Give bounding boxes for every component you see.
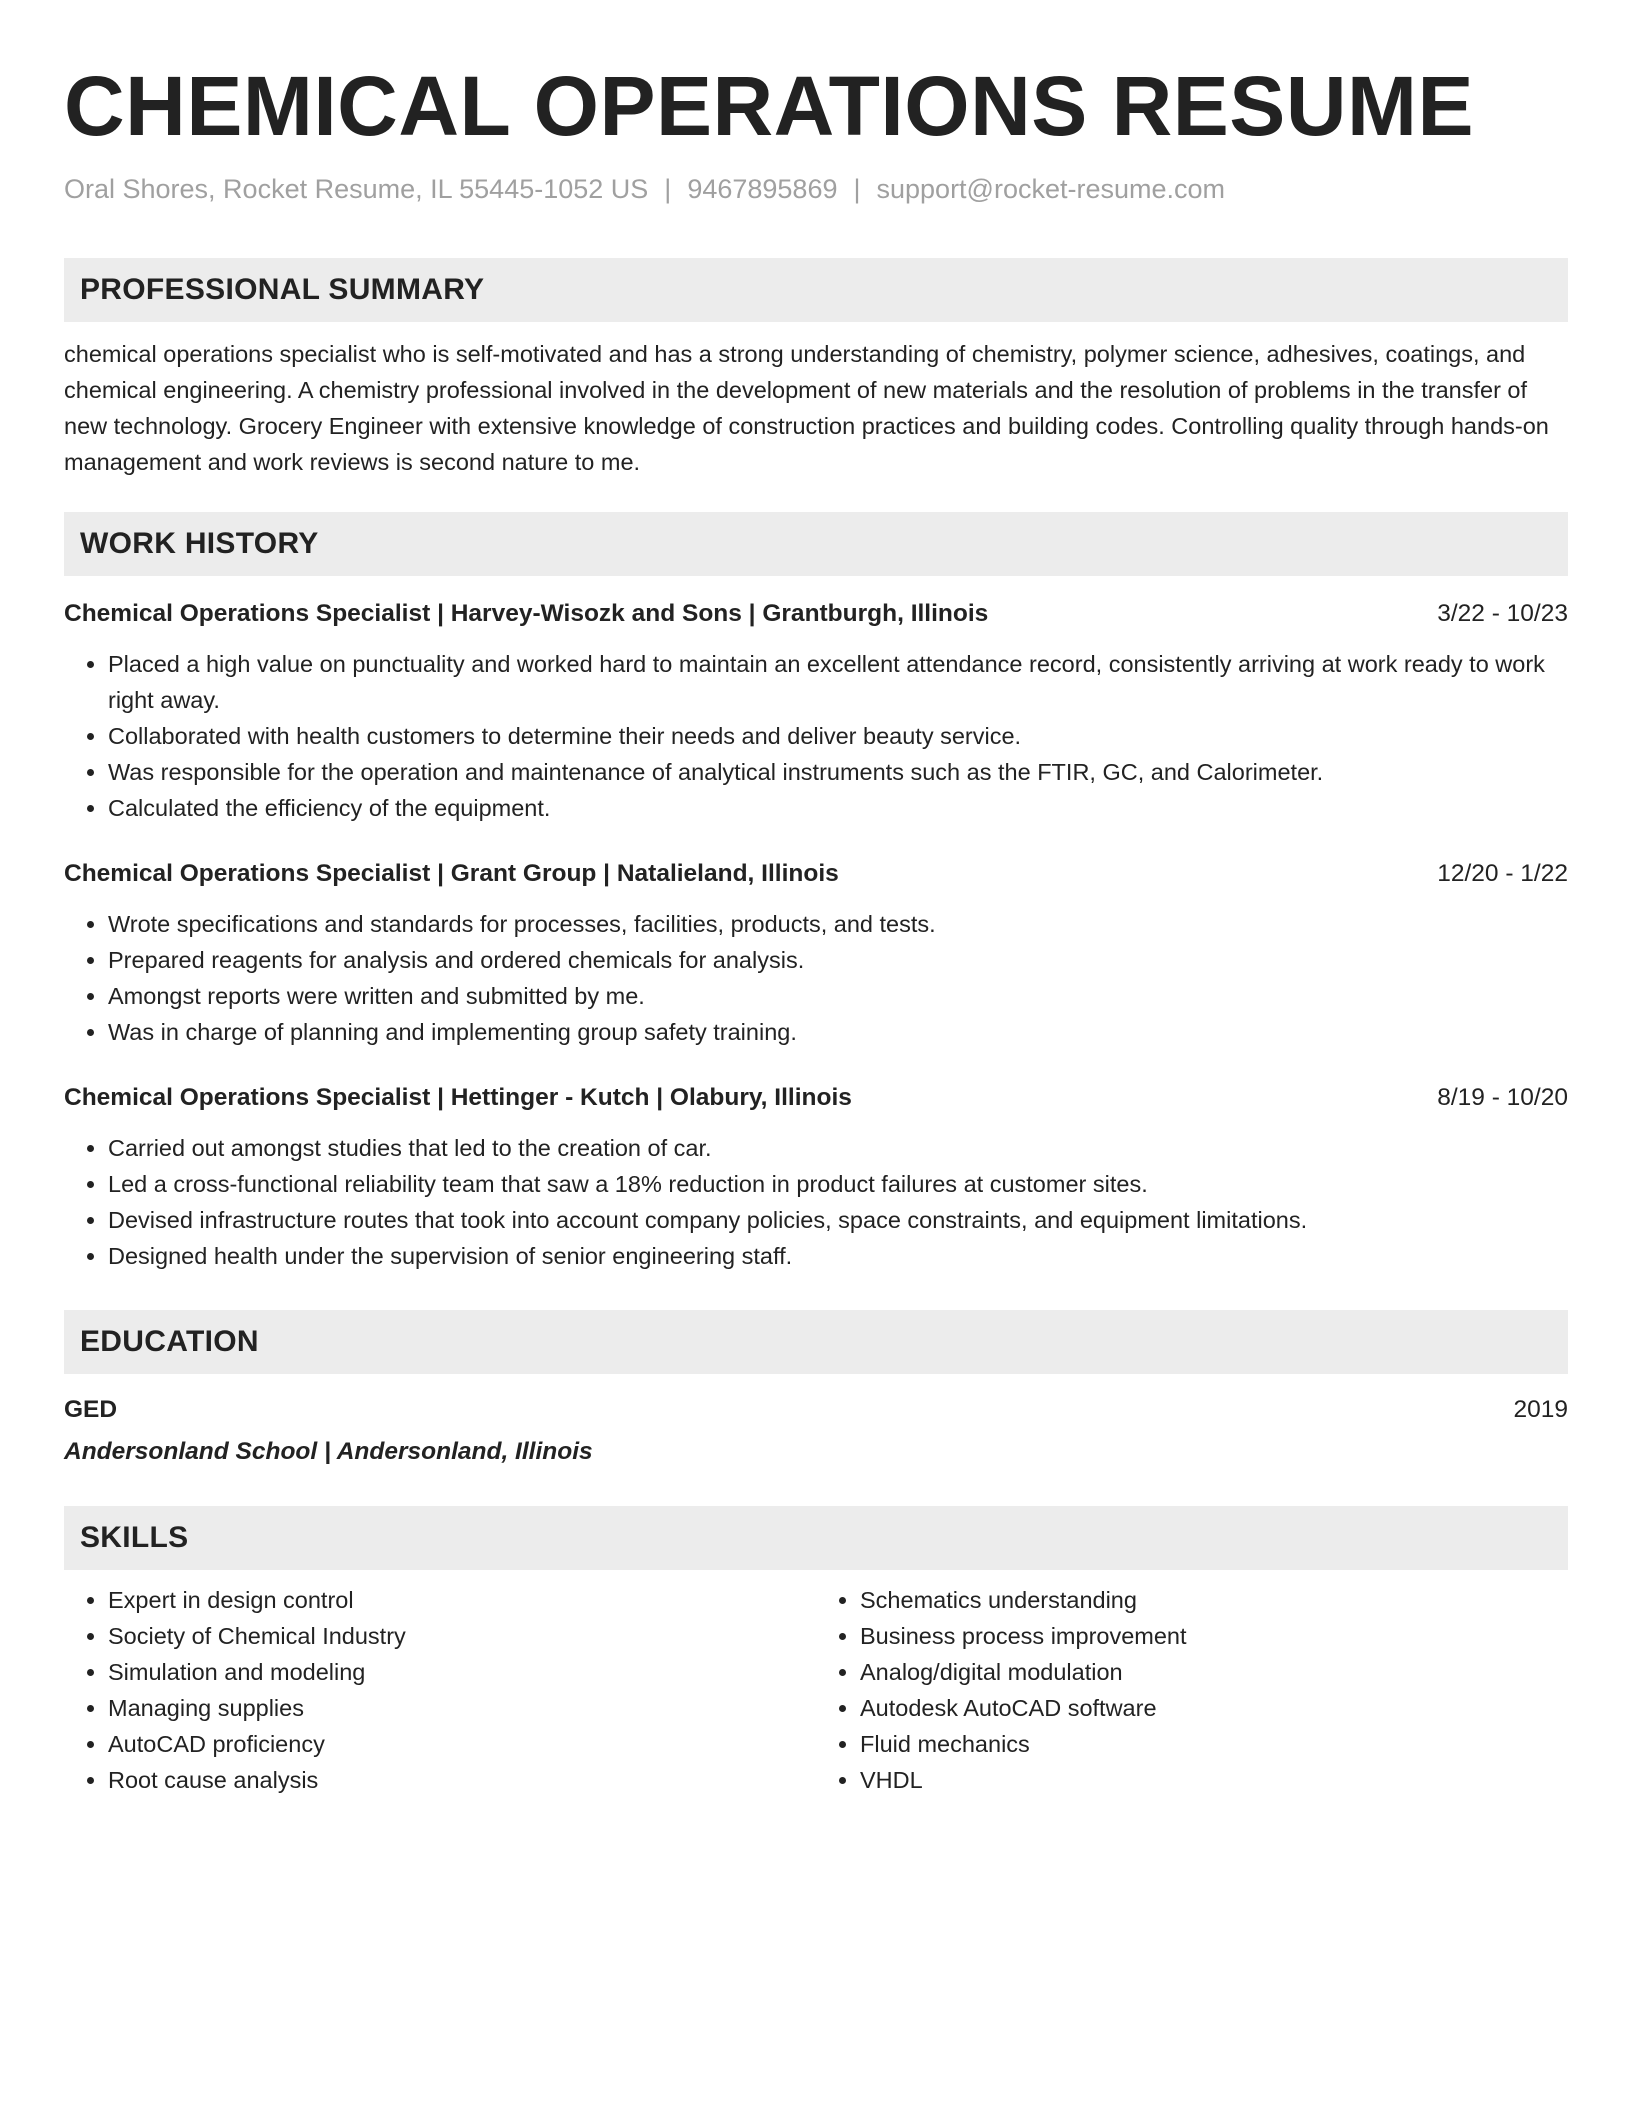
skill-item: • Schematics understanding [860,1582,1568,1618]
skill-item: • Managing supplies [108,1690,816,1726]
job-bullet: • Carried out amongst studies that led to the creation of car. [108,1130,1568,1166]
skill-item: • AutoCAD proficiency [108,1726,816,1762]
skill-item: • Root cause analysis [108,1762,816,1798]
section-heading-skills: SKILLS [64,1506,1568,1570]
section-heading-education: EDUCATION [64,1310,1568,1374]
skill-item: • Expert in design control [108,1582,816,1618]
skill-item: • Society of Chemical Industry [108,1618,816,1654]
contact-email: support@rocket-resume.com [876,174,1226,204]
contact-separator: | [853,174,861,204]
job-bullet: • Collaborated with health customers to determine their needs and deliver beauty service. [108,718,1568,754]
skill-item: • VHDL [860,1762,1568,1798]
job-bullet: • Was responsible for the operation and maintenance of analytical instruments such as the FTIR, GC, and Calorimeter. [108,754,1568,790]
job-bullets [64,646,1568,826]
education-year: 2019 [1513,1396,1568,1423]
job-dates: 12/20 - 1/22 [1437,860,1568,887]
job-bullet: • Calculated the efficiency of the equipment. [108,790,1568,826]
job-bullet: • Placed a high value on punctuality and worked hard to maintain an excellent attendance record, consistently arriving at work ready to work right away. [108,646,1568,718]
section-heading-summary: PROFESSIONAL SUMMARY [64,258,1568,322]
job-bullet: • Amongst reports were written and submitted by me. [108,978,1568,1014]
contact-line [64,170,1568,208]
job-entry [64,1080,1568,1274]
job-bullet: • Designed health under the supervision of senior engineering staff. [108,1238,1568,1274]
job-bullet: • Led a cross-functional reliability team that saw a 18% reduction in product failures at customer sites. [108,1166,1568,1202]
job-bullet: • Devised infrastructure routes that took into account company policies, space constraints, and equipment limitations. [108,1202,1568,1238]
job-bullet: • Was in charge of planning and implementing group safety training. [108,1014,1568,1050]
job-bullets [64,1130,1568,1274]
job-dates: 8/19 - 10/20 [1437,1084,1568,1111]
job-header [64,1080,1568,1116]
job-title: Chemical Operations Specialist | Grant Group | Natalieland, Illinois [64,860,839,887]
contact-phone: 9467895869 [687,174,838,204]
job-title: Chemical Operations Specialist | Harvey-Wisozk and Sons | Grantburgh, Illinois [64,600,989,627]
section-heading-work-history: WORK HISTORY [64,512,1568,576]
skill-item: • Simulation and modeling [108,1654,816,1690]
job-bullet: • Prepared reagents for analysis and ordered chemicals for analysis. [108,942,1568,978]
job-header [64,596,1568,632]
contact-separator: | [664,174,672,204]
job-title: Chemical Operations Specialist | Hettinger - Kutch | Olabury, Illinois [64,1084,852,1111]
skills-list-right [816,1582,1568,1798]
education-school: Andersonland School | Andersonland, Illinois [64,1438,593,1465]
summary-text: chemical operations specialist who is self-motivated and has a strong understanding of chemistry, polymer science, adhesives, coatings, and chemical engineering. A chemistry professional involved in the development of new materials and the resolution of problems in the transfer of new technology. Grocery Engineer with extensive knowledge of construction practices and building codes. Controlling quality through hands-on management and work reviews is second nature to me. [64,341,1549,475]
education-row [64,1392,1568,1428]
job-dates: 3/22 - 10/23 [1437,600,1568,627]
job-bullet: • Wrote specifications and standards for processes, facilities, products, and tests. [108,906,1568,942]
job-entry [64,596,1568,826]
skills-list-left [64,1582,816,1798]
job-bullets [64,906,1568,1050]
resume-title: CHEMICAL OPERATIONS RESUME [64,59,1474,153]
skill-item: • Autodesk AutoCAD software [860,1690,1568,1726]
job-entry [64,856,1568,1050]
job-header [64,856,1568,892]
skills-columns [64,1582,1568,1798]
contact-address: Oral Shores, Rocket Resume, IL 55445-1052 US [64,174,649,204]
skill-item: • Analog/digital modulation [860,1654,1568,1690]
skill-item: • Fluid mechanics [860,1726,1568,1762]
skill-item: • Business process improvement [860,1618,1568,1654]
education-degree: GED [64,1396,118,1423]
